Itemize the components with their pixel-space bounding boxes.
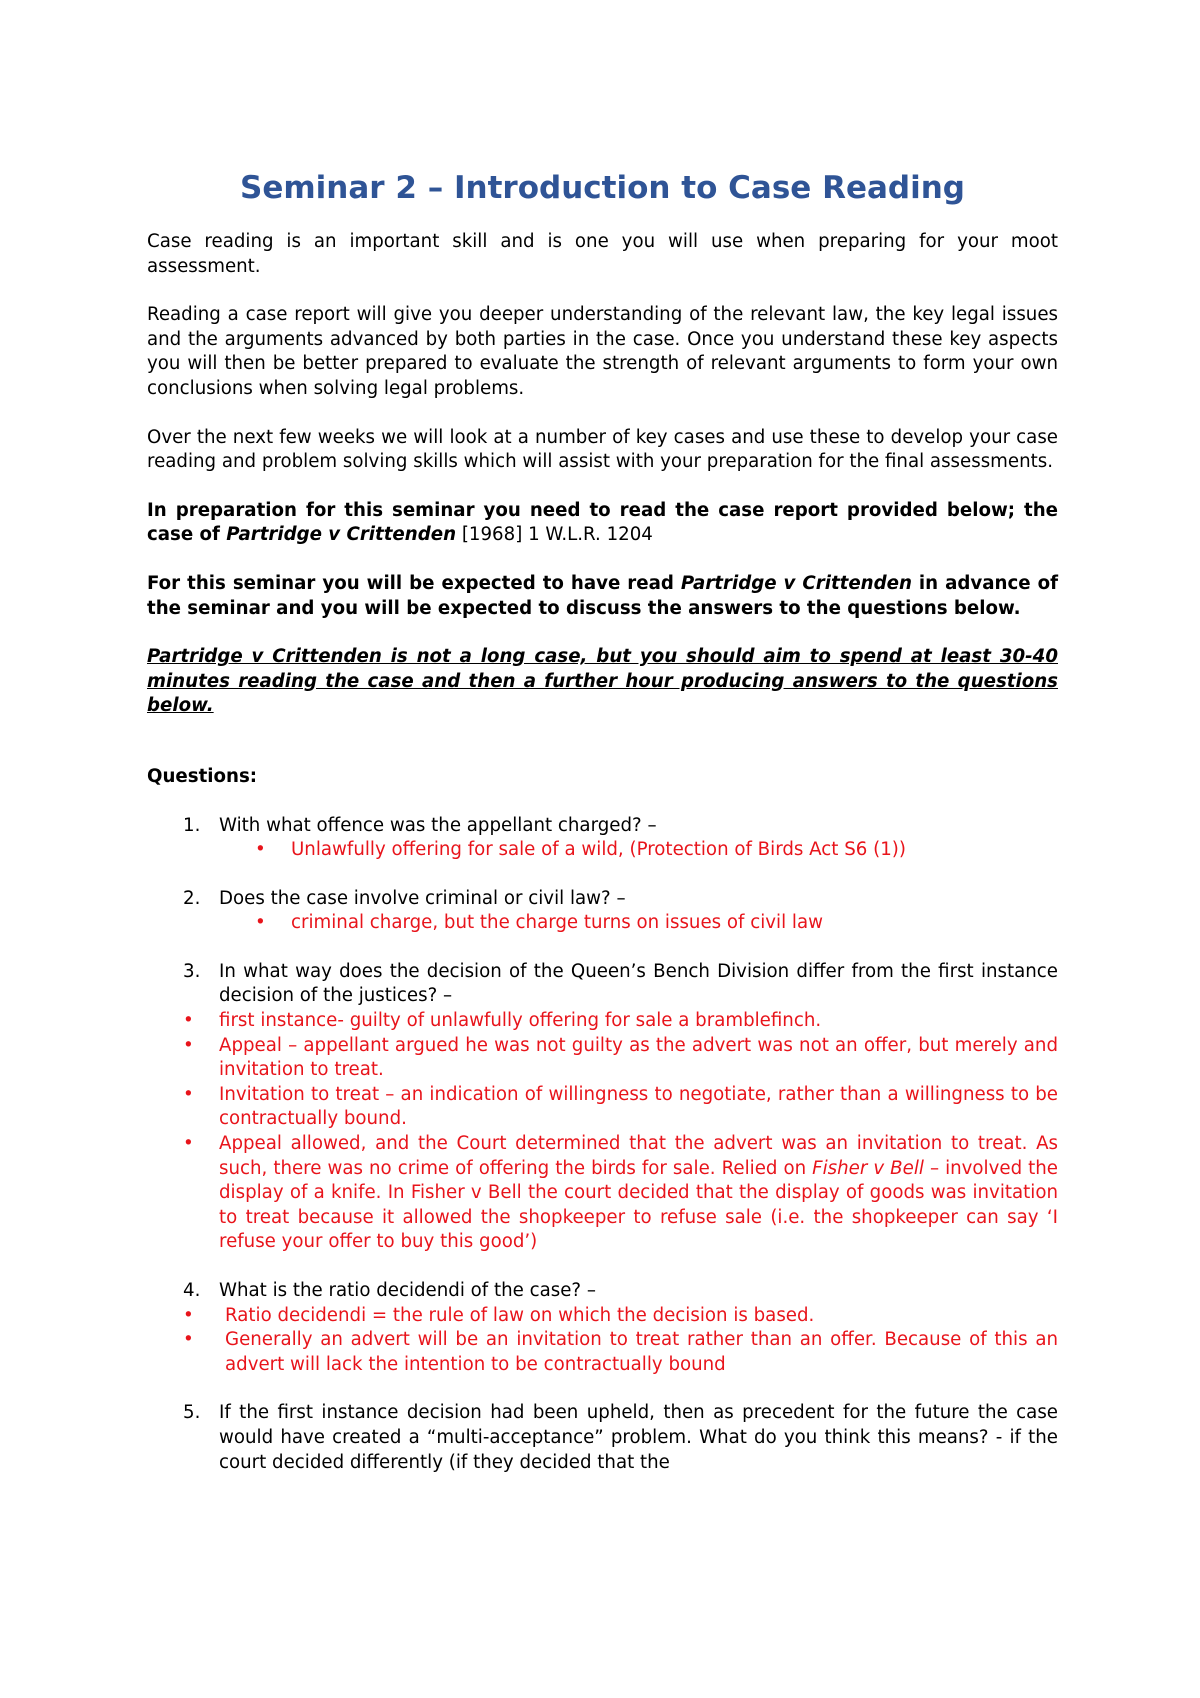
bullet-icon: • [255,912,266,934]
bullet-icon: • [183,1083,194,1105]
question-1: 1. With what offence was the appellant charged? – • Unlawfully offering for sale of a wild, (Protection of Birds Act S6 (1)) [147,814,1058,863]
answer-item: • Appeal allowed, and the Court determined that the advert was an invitation to treat. As such, there was no crime of offering the birds for sale. Relied on Fisher v Bell – involved the display of a knife. In Fisher v Bell the court decided that the display of goods was invitation to treat because it allowed the shopkeeper to refuse sale (i.e. the shopkeeper can say ‘I refuse your offer to buy this good’) [183,1133,1058,1253]
bullet-icon: • [183,1329,194,1351]
case-name: Partridge v Crittenden [680,572,912,594]
question-3: 3. In what way does the decision of the Queen’s Bench Division differ from the first instance decision of the justices? – • first instance- guilty of unlawfully offering for sale a bramblefinch. • Appeal – appellant argued he was not guilty as the advert was not an offer, but merely and invitation to treat. • Invitation to treat – an indication of willingness to negotiate, rather than a willingness to be contractually bound. • Appeal allowed, and the Court determined that the advert was an invitation to treat. As such, there was no crime of offering the birds for sale. Relied on Fisher v Bell – involved the display of a knife. In Fisher v Bell the court decided that the display of goods was invitation to treat because it allowed the shopkeeper to refuse sale (i.e. the shopkeeper can say ‘I refuse your offer to buy this good’) [147,960,1058,1255]
case-name: Partridge v Crittenden [226,524,457,546]
intro-paragraph-2: Reading a case report will give you deeper understanding of the relevant law, the key legal issues and the arguments advanced by both parties in the case. Once you understand these key aspects you will then be better prepared to evaluate the strength of relevant arguments to form your own conclusions when solving legal problems. [147,304,1058,399]
expectation-note: For this seminar you will be expected to have read Partridge v Crittenden in advance of the seminar and you will be expected to discuss the answers to the questions below. [147,572,1058,619]
answer-item: • Invitation to treat – an indication of willingness to negotiate, rather than a willingness to be contractually bound. [183,1083,1058,1130]
time-guidance: Partridge v Crittenden is not a long case, but you should aim to spend at least 30-40 minutes reading the case and then a further hour producing answers to the questions below. [147,646,1058,717]
intro-paragraph-3: Over the next few weeks we will look at a number of key cases and use these to develop your case reading and problem solving skills which will assist with your preparation for the final assessments. [147,426,1058,473]
intro-paragraph-1: Case reading is an important skill and is one you will use when preparing for your moot assessment. [147,231,1058,277]
case-name: Fisher v Bell [812,1157,924,1179]
answer-item: • criminal charge, but the charge turns on issues of civil law [147,911,1058,936]
questions-heading: Questions: [147,765,258,787]
question-4: 4. What is the ratio decidendi of the case? – • Ratio decidendi = the rule of law on which the decision is based. • Generally an advert will be an invitation to treat rather than an offer. Because of this an advert will lack the intention to be contractually bound [147,1279,1058,1377]
questions-list [147,814,1058,1476]
answer-item: • first instance- guilty of unlawfully offering for sale a bramblefinch. [147,1009,1058,1034]
answer-item: • Ratio decidendi = the rule of law on which the decision is based. [147,1304,1058,1329]
bullet-icon: • [255,839,266,861]
preparation-note: In preparation for this seminar you need to read the case report provided below; the case of Partridge v Crittenden [1968] 1 W.L.R. 1204 [147,499,1058,546]
answer-item: • Unlawfully offering for sale of a wild, (Protection of Birds Act S6 (1)) [147,838,1058,863]
bullet-icon: • [183,1010,194,1032]
bullet-icon: • [183,1133,194,1155]
question-5: 5. If the first instance decision had been upheld, then as precedent for the future the case would have created a “multi-acceptance” problem. What do you think this means? - if the court decided differently (if they decided that the [183,1402,1058,1473]
answer-item: • Appeal – appellant argued he was not guilty as the advert was not an offer, but merely and invitation to treat. [183,1034,1058,1081]
page-title: Seminar 2 – Introduction to Case Reading [240,170,965,206]
question-2: 2. Does the case involve criminal or civil law? – • criminal charge, but the charge turns on issues of civil law [147,887,1058,936]
bullet-icon: • [183,1034,194,1056]
bullet-icon: • [183,1304,194,1326]
answer-item: • Generally an advert will be an invitation to treat rather than an offer. Because of this an advert will lack the intention to be contractually bound [183,1329,1058,1375]
